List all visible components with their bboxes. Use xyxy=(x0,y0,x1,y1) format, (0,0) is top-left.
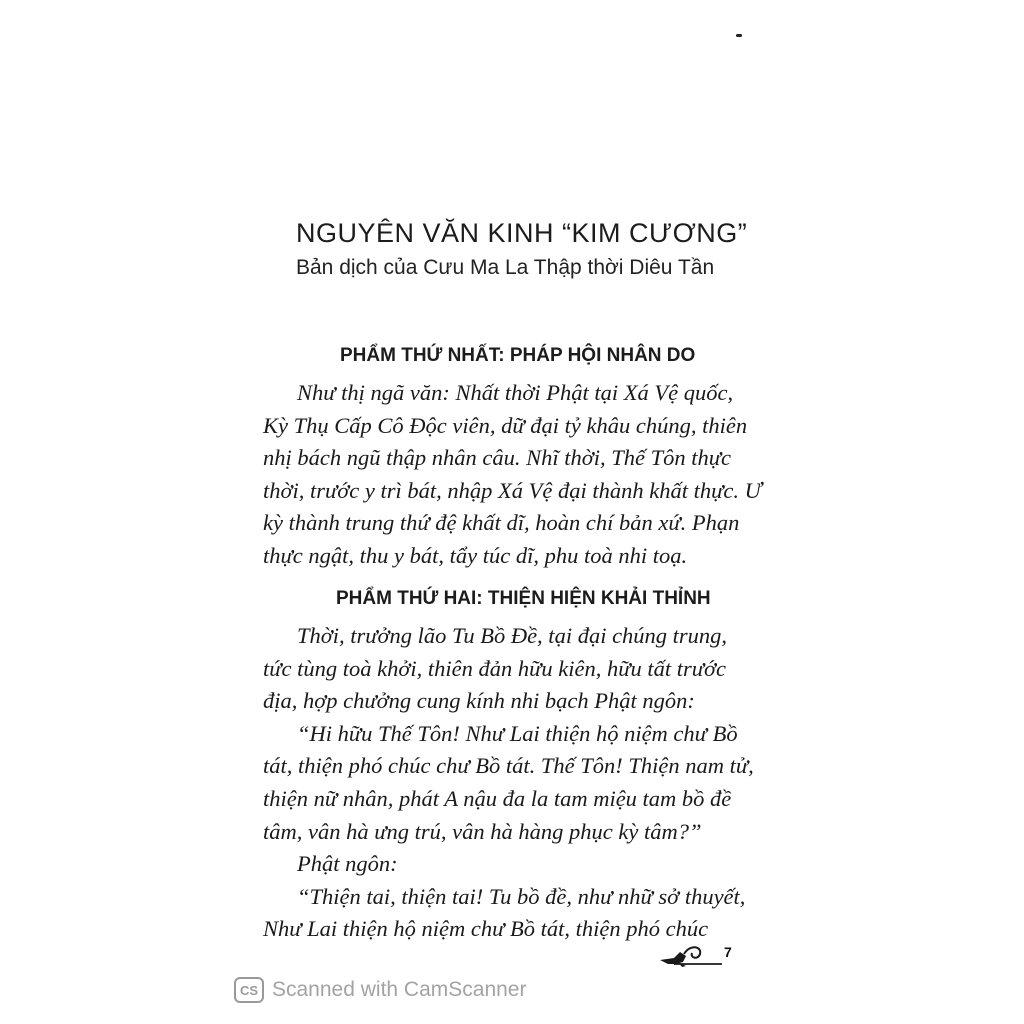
section-1-paragraph xyxy=(263,377,762,573)
text-line: địa, hợp chưởng cung kính nhi bạch Phật ngôn: xyxy=(263,688,695,714)
page-subtitle: Bản dịch của Cưu Ma La Thập thời Diêu Tần xyxy=(296,256,715,279)
text-line: tâm, vân hà ưng trú, vân hà hàng phục kỳ tâm?” xyxy=(263,818,702,844)
ornament-icon xyxy=(656,940,722,970)
section-heading-1: PHẨM THỨ NHẤT: PHÁP HỘI NHÂN DO xyxy=(340,345,696,366)
section-2-paragraph xyxy=(263,620,754,946)
watermark-text: Scanned with CamScanner xyxy=(272,978,527,1001)
camscanner-logo-icon: CS xyxy=(234,977,264,1003)
scan-speck xyxy=(736,34,742,37)
text-line: Thời, trưởng lão Tu Bồ Đề, tại đại chúng trung, xyxy=(297,623,728,648)
text-line: “Thiện tai, thiện tai! Tu bồ đề, như nhữ sở thuyết, xyxy=(297,883,746,909)
text-line: kỳ thành trung thứ đệ khất dĩ, hoàn chí bản xứ. Phạn xyxy=(263,510,740,536)
text-line: Như thị ngã văn: Nhất thời Phật tại Xá Vệ quốc, xyxy=(297,380,734,405)
camscanner-watermark xyxy=(234,974,526,1006)
text-line: tát, thiện phó chúc chư Bồ tát. Thế Tôn! Thiện nam tử, xyxy=(263,753,754,779)
text-line: thiện nữ nhân, phát A nậu đa la tam miệu tam bồ đề xyxy=(263,785,732,811)
text-line: thực ngật, thu y bát, tẩy túc dĩ, phu toà nhi toạ. xyxy=(263,542,688,568)
text-line: thời, trước y trì bát, nhập Xá Vệ đại thành khất thực. Ư xyxy=(263,477,762,503)
page-footer xyxy=(656,940,736,970)
text-line: “Hi hữu Thế Tôn! Như Lai thiện hộ niệm chư Bồ xyxy=(297,720,738,746)
text-line: tức tùng toà khởi, thiên đản hữu kiên, hữu tất trước xyxy=(263,655,727,681)
text-line: nhị bách ngũ thập nhân câu. Nhĩ thời, Thế Tôn thực xyxy=(263,445,732,471)
section-heading-2: PHẨM THỨ HAI: THIỆN HIỆN KHẢI THỈNH xyxy=(336,588,711,609)
page-number: 7 xyxy=(724,944,732,960)
page-title: NGUYÊN VĂN KINH “KIM CƯƠNG” xyxy=(296,218,748,248)
text-line: Phật ngôn: xyxy=(297,851,398,877)
text-line: Như Lai thiện hộ niệm chư Bồ tát, thiện phó chúc xyxy=(263,916,709,942)
text-line: Kỳ Thụ Cấp Cô Độc viên, dữ đại tỷ khâu chúng, thiên xyxy=(263,412,748,438)
